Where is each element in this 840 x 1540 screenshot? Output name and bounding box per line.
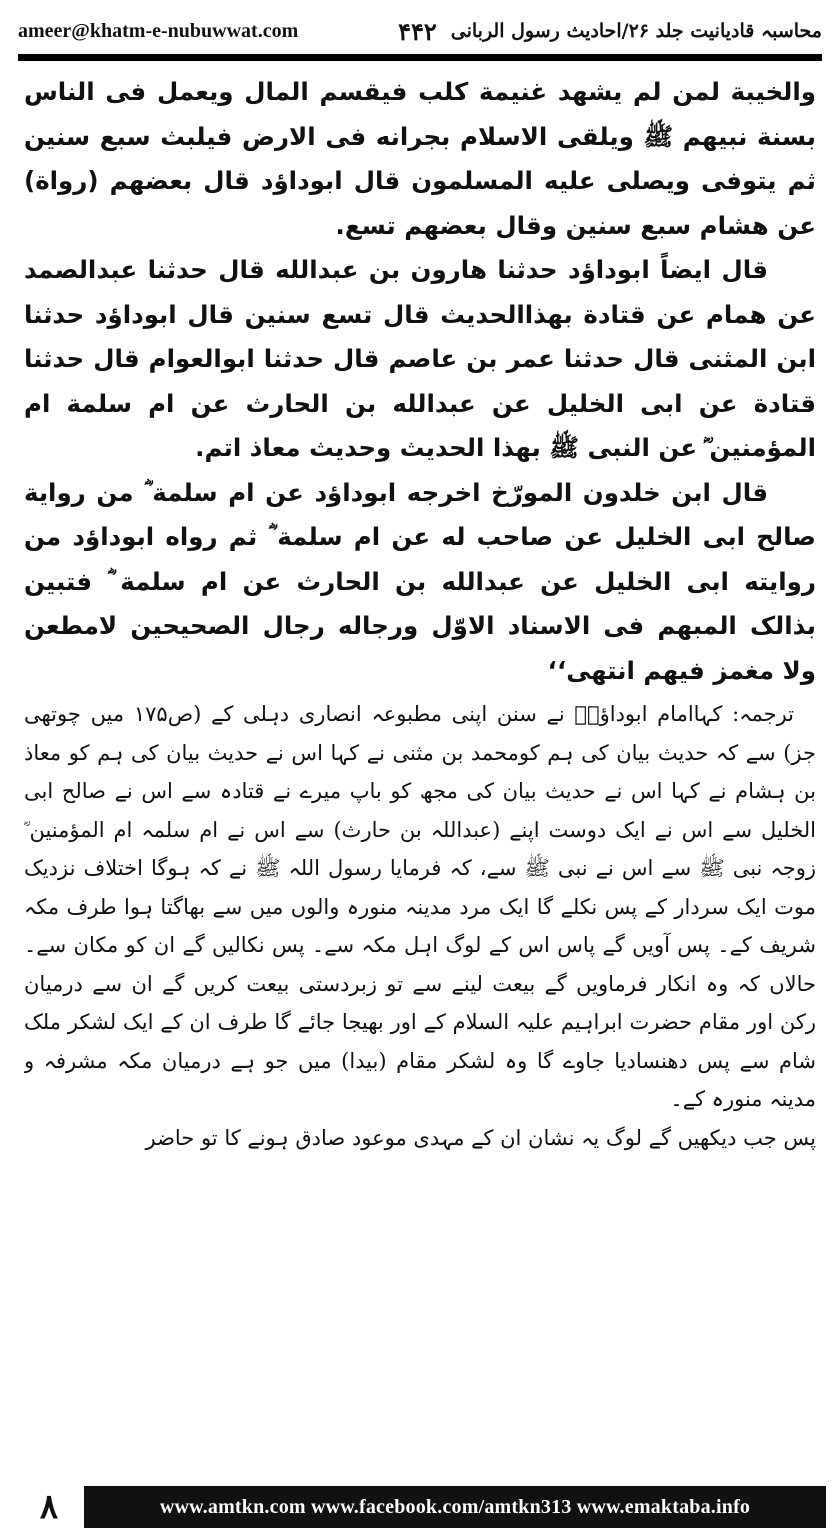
urdu-paragraph: پس جب دیکھیں گے لوگ یہ نشان ان کے مہدی موعود صادق ہونے کا تو حاضر [145, 1125, 816, 1150]
arabic-paragraph: قال ايضاً ابوداؤد حدثنا هارون بن عبدالله قال حدثنا عبدالصمد عن همام عن قتادة بهذاالحديث قال تسع سنين قال ابوداؤد حدثنا ابن المثنى قال حدثنا عمر بن عاصم قال حدثنا ابوالعوام قال حدثنا قتادة عن ابى الخليل عن عبدالله بن الحارث عن ام سلمة ام المؤمنين ؓ عن النبى ﷺ بهذا الحديث وحديث معاذ اتم. [24, 255, 816, 462]
arabic-text [24, 70, 816, 693]
urdu-paragraph: ترجمہ: کہاامام ابوداؤدؒ نے سنن اپنی مطبوعہ انصاری دہلی کے (ص۱۷۵ میں چوتھی جز) سے کہ حدیث بیان کی ہم کومحمد بن مثنی نے کہا اس نے حدیث بیان کی ہم کو معاذ بن ہشام نے کہا اس نے حدیث بیان کی مجھ کو باپ میرے نے قتادہ سے اس نے صالح ابی الخلیل سے اس نے ایک دوست اپنے (عبداللہ بن حارث) سے اس نے ام سلمہ ام المؤمنین ؓ زوجہ نبی ﷺ سے اس نے نبی ﷺ سے، کہ فرمایا رسول اللہ ﷺ نے کہ ہوگا اختلاف نزدیک موت ایک سردار کے پس نکلے گا ایک مرد مدینہ منورہ والوں میں سے بھاگتا ہوا طرف مکہ شریف کے۔ پس آویں گے پاس اس کے لوگ اہل مکہ سے۔ پس نکالیں گے ان کو مکان سے۔ حالاں کہ وہ انکار فرماویں گے بیعت لینے سے تو زبردستی بیعت کریں گے ان سے درمیان رکن اور مقام حضرت ابراہیم علیہ السلام کے اور بھیجا جائے گا طرف ان کے ایک لشکر ملک شام سے پس دھنسادیا جاوے گا وہ لشکر مقام (بیدا) میں جو ہے درمیان مکہ مشرفہ و مدینہ منورہ کے۔ [24, 702, 816, 1111]
footer-links[interactable]: www.amtkn.com www.facebook.com/amtkn313 www.emaktaba.info [84, 1486, 826, 1528]
arabic-paragraph: والخيبة لمن لم يشهد غنيمة كلب فيقسم المال ويعمل فى الناس بسنة نبيهم ﷺ ويلقى الاسلام بجرانه فى الارض فيلبث سبع سنين ثم يتوفى ويصلى عليه المسلمون قال ابوداؤد قال بعضهم (رواة) عن هشام سبع سنين وقال بعضهم تسع. [24, 77, 816, 240]
header-page-number: ۴۴۲ [398, 16, 437, 46]
page-footer [14, 1486, 826, 1528]
urdu-translation [24, 695, 816, 1157]
header-email[interactable]: ameer@khatm-e-nubuwwat.com [18, 19, 299, 42]
page-header [18, 14, 822, 48]
footer-page-number: ٨ [39, 1489, 59, 1526]
book-title: محاسبہ قادیانیت جلد ۲۶/احادیث رسول الربانی [450, 20, 822, 42]
header-rule [18, 54, 822, 61]
page-body [24, 70, 816, 1460]
header-title-group [398, 17, 822, 46]
arabic-paragraph: قال ابن خلدون المورّخ اخرجه ابوداؤد عن ام سلمة ؓ من رواية صالح ابى الخليل عن صاحب له عن ام سلمة ؓ ثم رواه ابوداؤد من روايته ابى الخليل عن عبدالله بن الحارث عن ام سلمة ؓ فتبين بذالک المبهم فى الاسناد الاوّل ورجاله رجال الصحيحين لامطعن ولا مغمز فيهم انتهى‘‘ [24, 477, 816, 685]
